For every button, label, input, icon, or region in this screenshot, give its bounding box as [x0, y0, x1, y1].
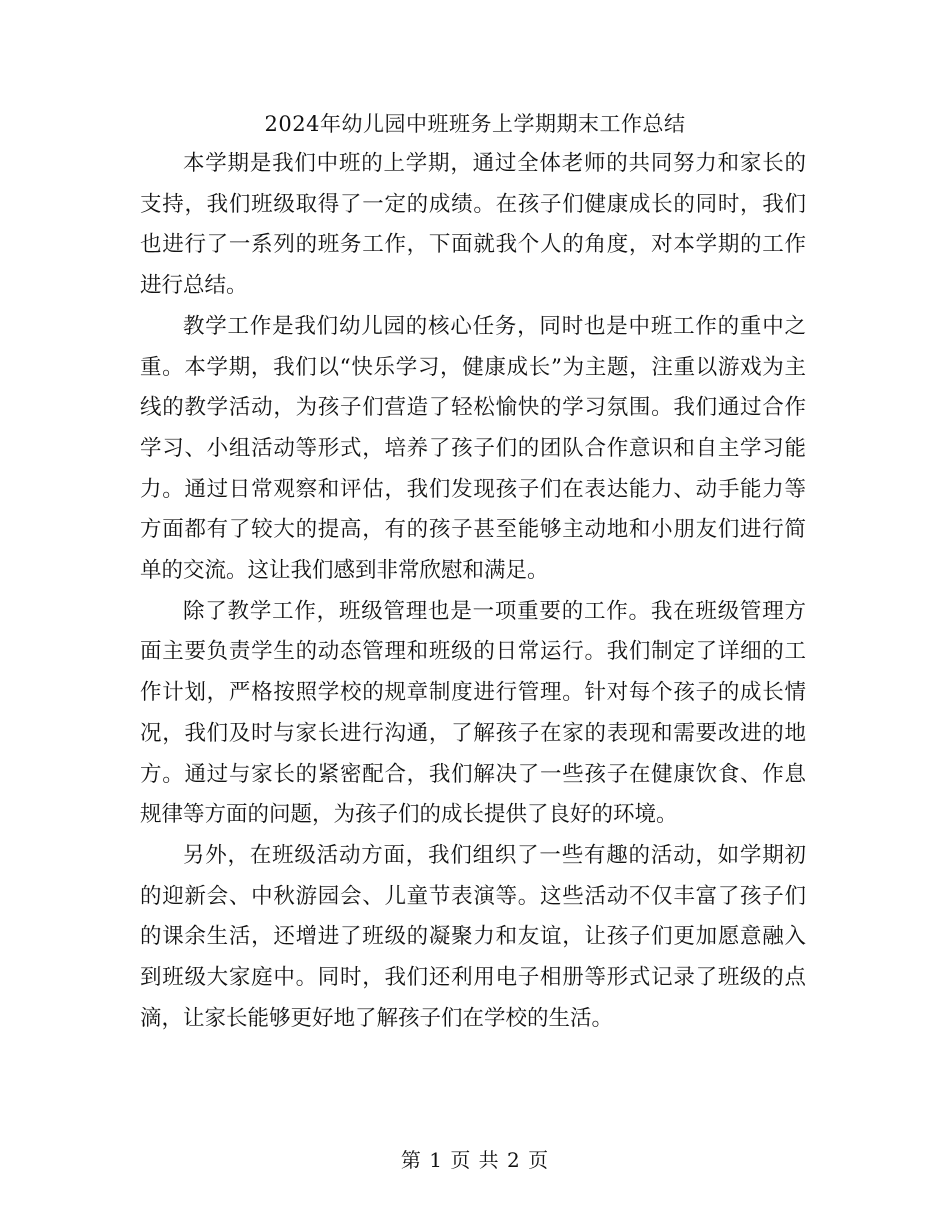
paragraph-activities: 另外，在班级活动方面，我们组织了一些有趣的活动，如学期初的迎新会、中秋游园会、儿童节表演等。这些活动不仅丰富了孩子们的课余生活，还增进了班级的凝聚力和友谊，让孩子们更加愿意融入到班级大家庭中。同时，我们还利用电子相册等形式记录了班级的点滴，让家长能够更好地了解孩子们在学校的生活。 — [140, 842, 806, 1031]
paragraph-intro: 本学期是我们中班的上学期，通过全体老师的共同努力和家长的支持，我们班级取得了一定的成绩。在孩子们健康成长的同时，我们也进行了一系列的班务工作，下面就我个人的角度，对本学期的工作进行总结。 — [140, 151, 806, 299]
page-number-footer: 第 1 页 共 2 页 — [400, 1148, 550, 1172]
document-title: 2024年幼儿园中班班务上学期期末工作总结 — [264, 112, 686, 136]
paragraph-teaching: 教学工作是我们幼儿园的核心任务，同时也是中班工作的重中之重。本学期，我们以“快乐学习，健康成长”为主题，注重以游戏为主线的教学活动，为孩子们营造了轻松愉快的学习氛围。我们通过合作学习、小组活动等形式，培养了孩子们的团队合作意识和自主学习能力。通过日常观察和评估，我们发现孩子们在表达能力、动手能力等方面都有了较大的提高，有的孩子甚至能够主动地和小朋友们进行简单的交流。这让我们感到非常欣慰和满足。 — [140, 313, 806, 584]
paragraph-management: 除了教学工作，班级管理也是一项重要的工作。我在班级管理方面主要负责学生的动态管理和班级的日常运行。我们制定了详细的工作计划，严格按照学校的规章制度进行管理。针对每个孩子的成长情况，我们及时与家长进行沟通，了解孩子在家的表现和需要改进的地方。通过与家长的紧密配合，我们解决了一些孩子在健康饮食、作息规律等方面的问题，为孩子们的成长提供了良好的环境。 — [140, 598, 806, 828]
document-body — [140, 144, 806, 1039]
